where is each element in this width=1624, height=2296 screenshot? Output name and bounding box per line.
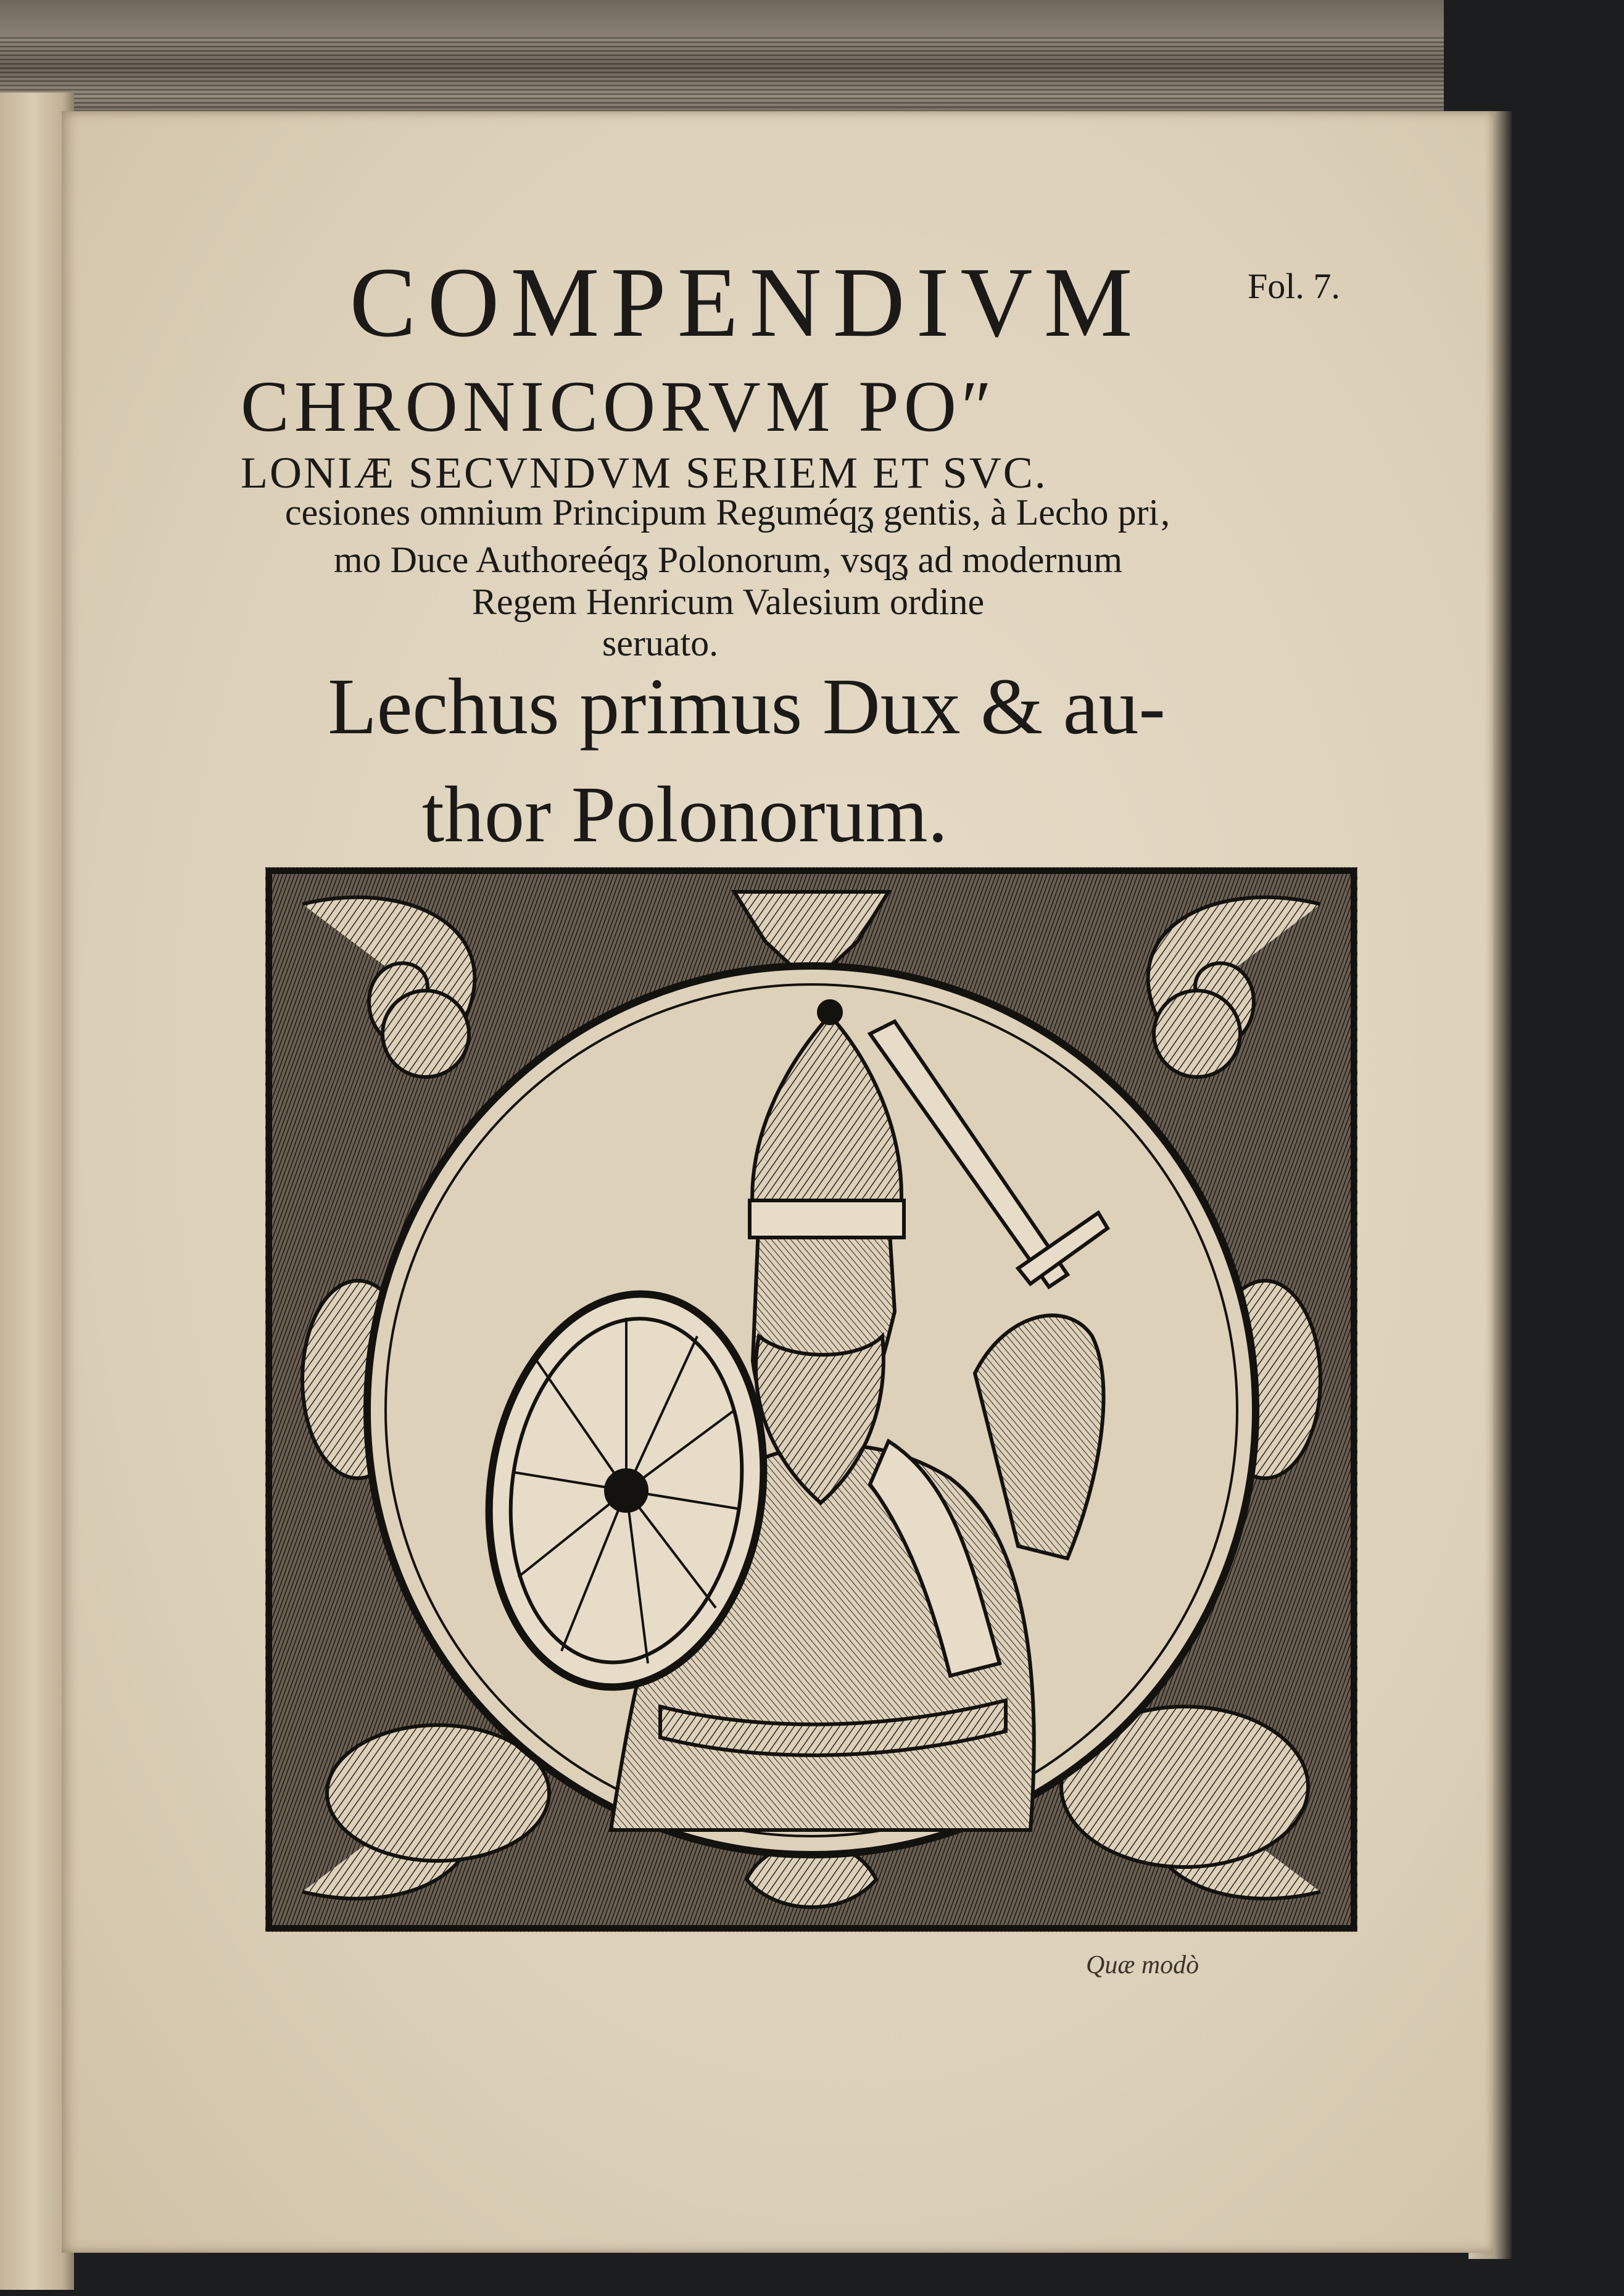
title-line-1: COMPENDIVM (349, 247, 1144, 358)
woodcut-portrait-icon (265, 867, 1357, 1932)
title-line-2: CHRONICORVM PO″ (241, 366, 997, 447)
subtitle-line-2: mo Duce Authoreéqʓ Polonorum, vsqʓ ad modernum (333, 539, 1123, 580)
subtitle-line-4: seruato. (602, 623, 719, 663)
folio-number: Fol. 7. (1248, 266, 1340, 306)
chapter-heading-line-2: thor Polonorum. (421, 770, 948, 859)
catchword: Quæ modò (1086, 1951, 1199, 1979)
chapter-heading-line-1: Lechus primus Dux & au- (328, 662, 1166, 751)
subtitle-line-1: cesiones omnium Principum Reguméqʓ gentis, à Lecho pri‚ (284, 492, 1172, 533)
subtitle-line-3: Regem Henricum Valesium ordine (471, 581, 985, 622)
title-line-3: LONIÆ SECVNDVM SERIEM ET SVC. (241, 448, 1048, 497)
book-top-edge (0, 0, 1444, 123)
